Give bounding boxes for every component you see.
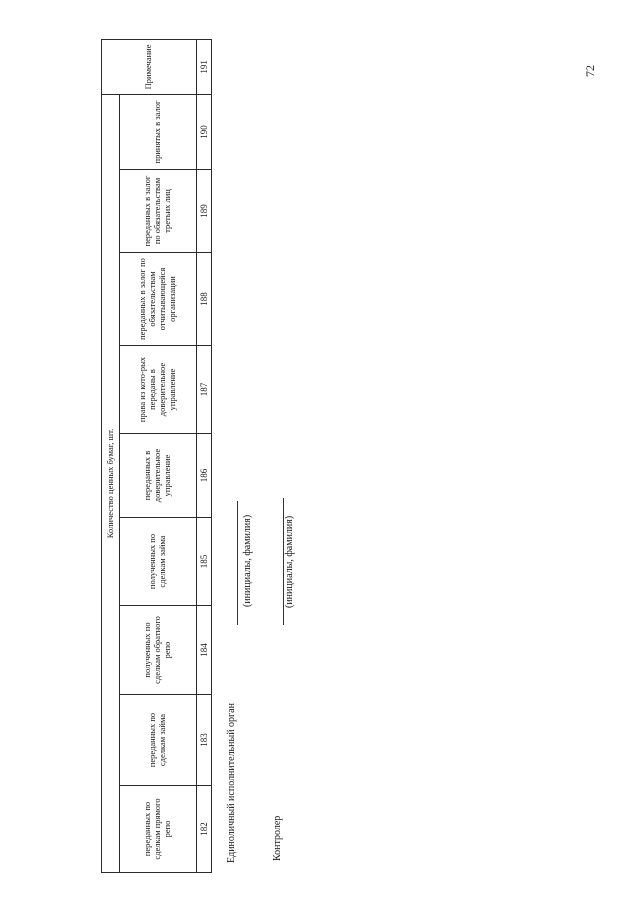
securities-table — [101, 39, 212, 873]
page-number: 72 — [583, 65, 597, 77]
column-header: полученных по сделкам обратного репо — [120, 606, 197, 695]
column-header: переданных в залог по обязательствам третьих лиц — [120, 170, 197, 253]
column-header: полученных по сделкам займа — [120, 518, 197, 606]
column-number: 190 — [197, 94, 212, 169]
column-header: переданных по сделкам займа — [120, 695, 197, 786]
column-number: 182 — [197, 786, 212, 873]
executive-label: Единоличный исполнительный орган — [226, 703, 237, 863]
executive-caption: (инициалы, фамилия) — [242, 514, 253, 607]
column-number: 184 — [197, 606, 212, 695]
column-header: принятых в залог — [120, 94, 197, 169]
executive-signature-line — [237, 501, 238, 625]
column-number: 189 — [197, 170, 212, 253]
column-number: 185 — [197, 518, 212, 606]
column-number: 183 — [197, 695, 212, 786]
note-header: Примечание — [102, 39, 197, 94]
column-header: переданных в доверительное управление — [120, 434, 197, 518]
column-number: 187 — [197, 346, 212, 434]
group-header: Количество ценных бумаг, шт. — [102, 94, 120, 872]
column-number: 188 — [197, 253, 212, 346]
column-number-row — [197, 39, 212, 872]
column-number: 191 — [197, 39, 212, 94]
controller-label: Контролер — [272, 815, 283, 861]
column-number: 186 — [197, 434, 212, 518]
table-header-row — [120, 39, 197, 872]
column-header: права из кото-рых переданы в доверительное управление — [120, 346, 197, 434]
column-header: переданных по сделкам прямого репо — [120, 786, 197, 873]
controller-caption: (инициалы, фамилия) — [284, 515, 295, 608]
table-group-row — [102, 39, 120, 872]
column-header: переданных в залог по обязательствам отчитывающейся организации — [120, 253, 197, 346]
